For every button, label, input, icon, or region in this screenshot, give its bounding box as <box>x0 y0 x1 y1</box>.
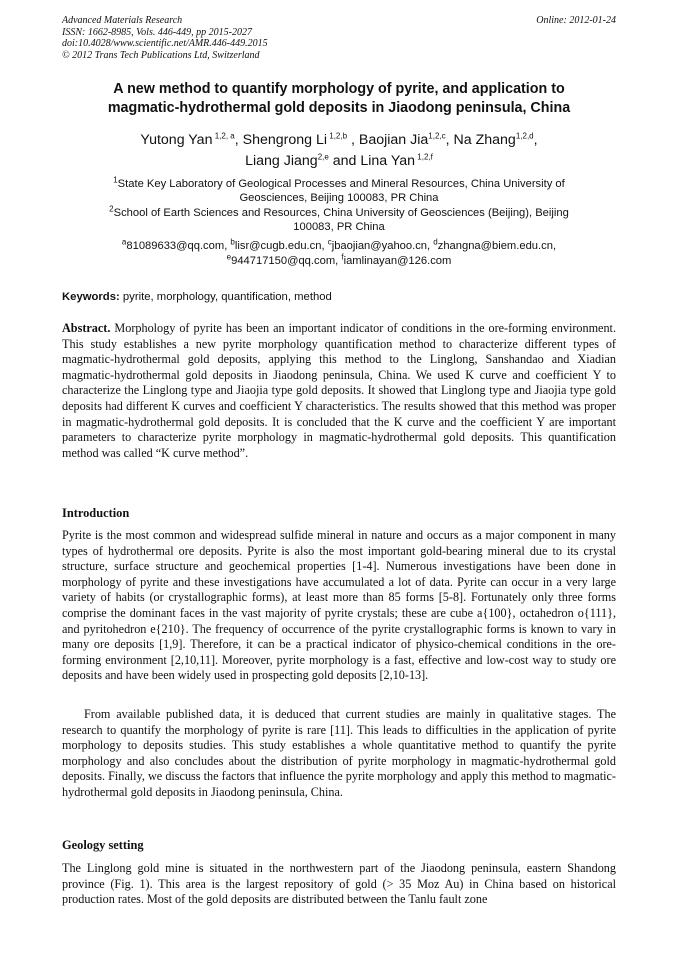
issn-line: ISSN: 1662-8985, Vols. 446-449, pp 2015-2027 <box>62 26 252 38</box>
email-separator: , <box>224 240 231 252</box>
affiliation-text: Geosciences, Beijing 100083, PR China <box>239 192 439 205</box>
email-separator: , <box>335 255 342 267</box>
email-mark: a <box>121 237 127 247</box>
affiliation-2 <box>62 206 616 234</box>
section-heading-introduction: Introduction <box>62 506 130 520</box>
introduction-paragraph-2: From available published data, it is deduced that current studies are mainly in qualitative stages. The research to quantify the morphology of pyrite is rare [11]. This leads to difficulties in the application of pyrite morphology to deposits studies. This study establishes a whole quantitative method to quantify the pyrite morphology and also concludes about the distribution of pyrite morphology in magmatic-hydrothermal gold deposits. Finally, we discuss the factors that influence the pyrite morphology and apply this method to magmatic-hydrothermal gold deposits in Jiaodong peninsula, China. <box>62 707 616 799</box>
abstract-text: Morphology of pyrite has been an important indicator of conditions in the ore-forming environment. This study establishes a new pyrite morphology quantification method to characterize different types of magmatic-hydrothermal gold deposits, applying this method to the Linglong, Sanshandao and Xiadian magmatic-hydrothermal gold deposits in Jiaodong peninsula, China. We used K curve and coefficient Y to characterize the Linglong type and Jiaojia type gold deposits. It showed that Linglong type and Jiaojia type gold deposits had different K curves and coefficient Y characteristics. The results showed that this method was proper in magmatic-hydrothermal gold deposits. It is concluded that the K curve and the coefficient Y are important parameters to characterize pyrite morphology in magmatic-hydrothermal gold deposits. This quantification method was called “K curve method”. <box>62 321 616 460</box>
online-date: Online: 2012-01-24 <box>536 15 616 26</box>
author-name: Yutong Yan <box>140 132 213 148</box>
author-separator: , <box>445 132 454 148</box>
affiliation-text: State Key Laboratory of Geological Processes and Mineral Resources, China University of <box>117 178 565 190</box>
introduction-paragraph-1: Pyrite is the most common and widespread sulfide mineral in nature and occurs as a major component in many types of hydrothermal ore deposits. Pyrite is also the most important gold-bearing mineral due to its crystal structure, surface structure and geochemical properties [1-4]. Numerous investigations have been done in morphology of pyrite and these investigations have accumulated a lot of data. Pyrite can occur in a very large variety of habits (or crystallographic forms), at least more than 85 forms [5-8]. Fortunately only three forms comprise the dominant faces in the vast majority of pyrite crystals; these are cube a{100}, octahedron o{111}, and pyritohedron e{210}. The frequency of occurrence of the pyrite crystallographic forms is known to vary in many ore deposits [1,9]. Therefore, it can be a practical indicator of physico-chemical conditions in the ore-forming environment [2,10,11]. Moreover, pyrite morphology is a fast, effective and low-cost way to study ore deposits and have been widely used in prospecting gold deposits [2,10-13]. <box>62 528 616 683</box>
author-affiliation-mark: 2,e <box>317 152 329 162</box>
email-address: iamlinayan@126.com <box>343 255 452 267</box>
author-separator: and <box>328 153 361 169</box>
affiliation-number: 2 <box>109 204 114 214</box>
email-mark: f <box>341 252 344 262</box>
email-separator: , <box>427 240 434 252</box>
affiliation-1 <box>62 177 616 205</box>
email-mark: c <box>327 237 332 247</box>
doi-line: doi:10.4028/www.scientific.net/AMR.446-449.2015 <box>62 38 268 50</box>
author-emails <box>62 239 616 269</box>
journal-name: Advanced Materials Research <box>62 15 183 26</box>
abstract-label: Abstract. <box>62 321 111 335</box>
keywords-text: pyrite, morphology, quantification, method <box>119 291 332 303</box>
email-separator: , <box>321 240 328 252</box>
author-list <box>62 130 616 172</box>
title-line-1: A new method to quantify morphology of pyrite, and application to <box>113 81 565 97</box>
section-heading-geology: Geology setting <box>62 838 144 852</box>
email-address: 81089633@qq.com <box>126 240 225 252</box>
email-address: lisr@cugb.edu.cn <box>234 240 322 252</box>
author-affiliation-mark: 1,2, a <box>212 131 235 141</box>
keywords <box>62 290 616 304</box>
author-affiliation-mark: 1,2,f <box>415 152 433 162</box>
author-affiliation-mark: 1,2,c <box>428 131 446 141</box>
abstract <box>62 321 616 461</box>
author-name: Shengrong Li <box>242 132 328 148</box>
title-line-2: magmatic-hydrothermal gold deposits in Jiaodong peninsula, China <box>107 100 571 116</box>
email-address: zhangna@biem.edu.cn <box>437 240 553 252</box>
author-name: Na Zhang <box>453 132 516 148</box>
affiliation-text: School of Earth Sciences and Resources, China University of Geosciences (Beijing), Beijing <box>113 207 569 219</box>
author-name: Liang Jiang <box>245 153 318 169</box>
author-name: Lina Yan <box>360 153 416 169</box>
author-affiliation-mark: 1,2,d <box>515 131 534 141</box>
geology-paragraph-1: The Linglong gold mine is situated in the northwestern part of the Jiaodong peninsula, eastern Shandong province (Fig. 1). This area is the largest repository of gold (> 35 Moz Au) in China based on historical production rates. Most of the gold deposits are distributed between the Tanlu fault zone <box>62 861 616 907</box>
email-mark: e <box>226 252 232 262</box>
keywords-label: Keywords: <box>62 291 120 303</box>
copyright-line: © 2012 Trans Tech Publications Ltd, Switzerland <box>62 49 260 61</box>
paper-title <box>62 80 616 118</box>
email-address: jbaojian@yahoo.cn <box>331 240 428 252</box>
journal-header <box>62 15 616 61</box>
email-mark: d <box>433 237 438 247</box>
author-name: Baojian Jia <box>358 132 429 148</box>
email-mark: b <box>230 237 235 247</box>
author-separator: , <box>533 132 538 148</box>
affiliation-number: 1 <box>113 175 118 185</box>
email-separator: , <box>552 240 557 252</box>
affiliation-text: 100083, PR China <box>293 221 385 234</box>
author-separator: , <box>347 132 359 148</box>
author-separator: , <box>234 132 243 148</box>
author-affiliation-mark: 1,2,b <box>327 131 348 141</box>
email-address: 944717150@qq.com <box>231 255 336 267</box>
